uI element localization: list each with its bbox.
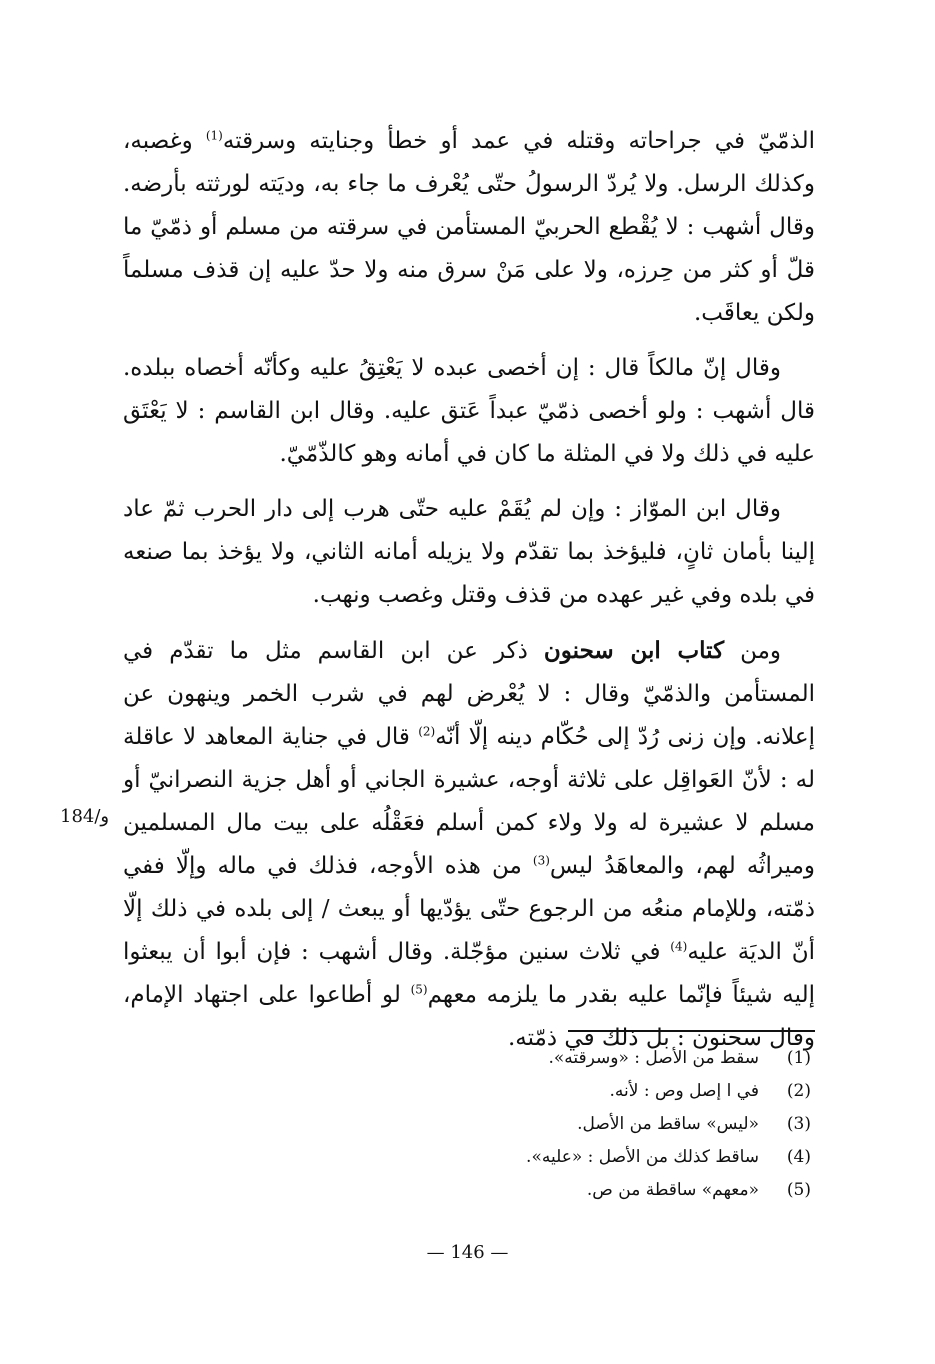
text-run: في ثلاث سنين مؤجّلة. وقال أشهب : فإن أبوا أن يبعثوا إليه شيئاً فإنّما عليه بقدر ما يلزمه معهم (123, 939, 815, 1008)
book-title: كتاب ابن سحنون (543, 637, 725, 664)
footnote-item (251, 1075, 811, 1108)
text-run: ومن (724, 638, 782, 664)
text-run: وغصبه، وكذلك الرسل. ولا يُردّ الرسولُ حتّى يُعْرف ما جاء به، وديَته لورثته بأرضه. وقال أشهب : لا يُقْطع الحربيّ المستأمن في سرقته من مسلم أو ذمّيّ ما قلّ أو كثر من حِرزه، ولا على مَنْ سرق منه ولا حدّ عليه إن قذف مسلماً ولكن يعاقَب. (123, 128, 815, 326)
footnote-ref: (3) (532, 853, 550, 868)
text-run: ذكر عن ابن القاسم مثل ما تقدّم في المستأمن والذمّيّ وقال : لا يُعْرض لهم في شرب الخمر وينهون عن إعلانه. وإن زنى رُدّ إلى حُكّام دينه إلّا أنّه (123, 638, 815, 750)
footnote-ref: (1) (205, 128, 223, 143)
footnote-text: ساقط كذلك من الأصل : «عليه». (526, 1147, 759, 1167)
footnote-text: «ليس» ساقط من الأصل. (577, 1114, 759, 1134)
paragraph (123, 347, 815, 476)
footnote-number: (5) (786, 1180, 811, 1200)
footnote-ref: (5) (410, 982, 428, 997)
footnote-text: سقط من الأصل : «وسرقته». (548, 1048, 759, 1068)
footnote-item (251, 1108, 811, 1141)
margin-folio-note: 184/و (60, 806, 110, 827)
footnote-number: (4) (786, 1147, 811, 1167)
text-run: وقال ابن الموّاز : وإن لم يُقَمْ عليه حتّى هرب إلى دار الحرب ثمّ عاد إلينا بأمان ثانٍ، فليؤخذ بما تقدّم ولا يزيله أمانه الثاني، ولا يؤخذ بما صنعه في بلده وفي غير عهده من قذف وقتل وغصب ونهب. (123, 496, 815, 608)
footnote-text: في ا إصل وص : لأنه. (609, 1081, 759, 1101)
footnotes-list (251, 1042, 811, 1207)
text-run: قال في جناية المعاهد لا عاقلة له : لأنّ العَواقِل على ثلاثة أوجه، عشيرة الجاني أو أهل جزية النصرانيّ أو مسلم لا عشيرة له ولا ولاء كمن أسلم فعَقْلُه على بيت مال المسلمين وميراثُه لهم، والمعاهَدُ ليس (123, 724, 815, 879)
body-text (123, 120, 815, 1072)
footnote-number: (1) (786, 1048, 811, 1068)
paragraph (123, 488, 815, 617)
text-run: لو أطاعوا على اجتهاد الإمام، وقال سحنون : بل ذلك في ذمّته. (123, 982, 815, 1051)
text-run: الذمّيّ في جراحاته وقتله في عمد أو خطأ وجنايته وسرقته (222, 128, 815, 154)
paragraph (123, 120, 815, 335)
footnote-number: (3) (786, 1114, 811, 1134)
text-run: من هذه الأوجه، فذلك في ماله وإلّا ففي ذمّته، وللإمام منعُه من الرجوع حتّى يؤدّيها أو يبعث / إلى بلده في ذلك إلّا أنّ الديَة عليه (123, 853, 815, 965)
page-number: — 146 — (426, 1242, 509, 1263)
footnote-number: (2) (786, 1081, 811, 1101)
footnote-separator (568, 1030, 815, 1032)
text-run: وقال إنّ مالكاً قال : إن أخصى عبده لا يَعْتِقُ عليه وكأنّه أخصاه ببلده. قال أشهب : ولو أخصى ذمّيّ عبداً عَتق عليه. وقال ابن القاسم : لا يَعْتَق عليه في ذلك ولا في المثلة ما كان في أمانه وهو كالذّمّيّ. (123, 355, 815, 467)
footnote-text: «معهم» ساقطة من ص. (586, 1180, 759, 1200)
footnote-item (251, 1174, 811, 1207)
footnote-item (251, 1042, 811, 1075)
footnote-ref: (2) (418, 724, 436, 739)
paragraph (123, 629, 815, 1060)
footnote-item (251, 1141, 811, 1174)
footnote-ref: (4) (670, 939, 688, 954)
